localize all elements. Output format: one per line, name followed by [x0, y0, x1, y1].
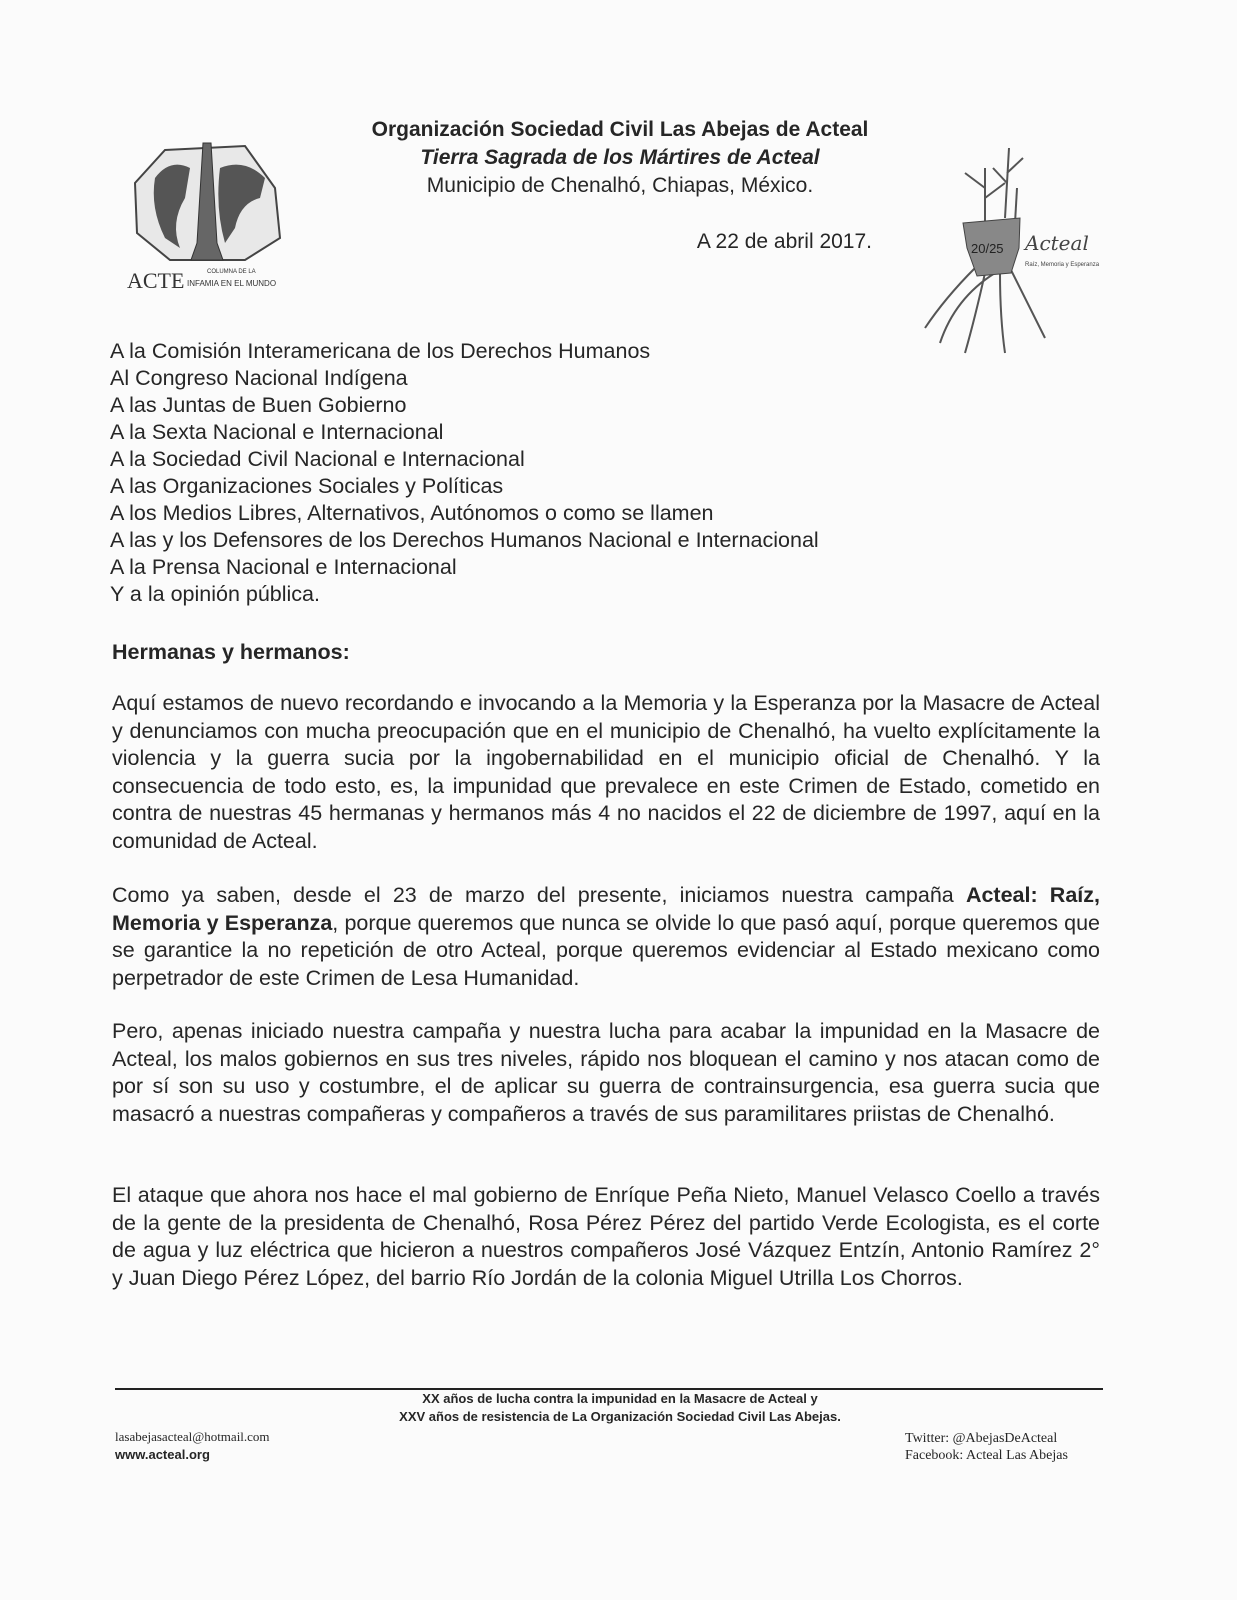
- paragraph-2-text-end: , porque queremos que nunca se olvide lo que pasó aquí, porque queremos que se garantice la no repetición de otro Acteal, porque queremos evidenciar al Estado mexicano como perpetrador de este Crimen de Lesa Humanidad.: [112, 910, 1101, 990]
- acteal-column-logo: [125, 128, 295, 293]
- footer-facebook[interactable]: Facebook: Acteal Las Abejas: [905, 1448, 1068, 1463]
- footer-contact: [115, 1428, 270, 1464]
- addressee: A la Sexta Nacional e Internacional: [110, 420, 444, 444]
- addressee: A los Medios Libres, Alternativos, Autónomos o como se llamen: [110, 501, 714, 525]
- addressee: A la Comisión Interamericana de los Derechos Humanos: [110, 339, 651, 363]
- organization-place: Municipio de Chenalhó, Chiapas, México.: [426, 174, 814, 197]
- footer-motto-line-1: XX años de lucha contra la impunidad en la Masacre de Acteal y: [422, 1391, 818, 1406]
- footer-website[interactable]: www.acteal.org: [115, 1447, 210, 1462]
- svg-text:20/25: 20/25: [971, 241, 1004, 256]
- paragraph-4: El ataque que ahora nos hace el mal gobierno de Enríque Peña Nieto, Manuel Velasco Coello a través de la gente de la presidenta de Chenalhó, Rosa Pérez Pérez del partido Verde Ecologista, es el corte de agua y luz eléctrica que hicieron a nuestros compañeros José Vázquez Entzín, Antonio Ramírez 2° y Juan Diego Pérez López, del barrio Río Jordán de la colonia Miguel Utrilla Los Chorros.: [112, 1183, 1100, 1290]
- paragraph-1: Aquí estamos de nuevo recordando e invocando a la Memoria y la Esperanza por la Masacre de Acteal y denunciamos con mucha preocupación que en el municipio de Chenalhó, ha vuelto explícitamente la violencia y la guerra sucia por la ingobernabilidad en el municipio oficial de Chenalhó. Y la consecuencia de todo esto, es, la impunidad que prevalece en este Crimen de Estado, cometido en contra de nuestras 45 hermanas y hermanos más 4 no nacidos el 22 de diciembre de 1997, aquí en la comunidad de Acteal.: [112, 691, 1100, 853]
- addressee: A las y los Defensores de los Derechos Humanos Nacional e Internacional: [110, 528, 819, 552]
- letter-date: A 22 de abril 2017.: [696, 230, 872, 253]
- letterhead: [300, 116, 940, 200]
- addressee-list: [110, 338, 819, 608]
- svg-text:COLUMNA DE LA: COLUMNA DE LA: [207, 269, 256, 275]
- campaign-name: Acteal: Raíz, Memoria y Esperanza: [112, 883, 1100, 935]
- paragraph-2: [112, 882, 1100, 992]
- addressee: Al Congreso Nacional Indígena: [110, 366, 408, 390]
- addressee: A la Sociedad Civil Nacional e Internacional: [110, 447, 525, 471]
- paragraph-2-text: Como ya saben, desde el 23 de marzo del presente, iniciamos nuestra campaña: [112, 883, 966, 907]
- greeting: Hermanas y hermanos:: [112, 640, 350, 664]
- paragraph-3: Pero, apenas iniciado nuestra campaña y nuestra lucha para acabar la impunidad en la Masacre de Acteal, los malos gobiernos en sus tres niveles, rápido nos bloquean el camino y nos atacan como de por sí son su uso y costumbre, el de aplicar su guerra de contrainsurgencia, esa guerra sucia que masacró a nuestras compañeras y compañeros a través de sus paramilitares priistas de Chenalhó.: [112, 1019, 1100, 1126]
- addressee: A la Prensa Nacional e Internacional: [110, 555, 457, 579]
- addressee: Y a la opinión pública.: [110, 582, 320, 606]
- svg-text:INFAMIA EN EL MUNDO: INFAMIA EN EL MUNDO: [187, 279, 277, 288]
- addressee: A las Juntas de Buen Gobierno: [110, 393, 407, 417]
- footer-twitter[interactable]: Twitter: @AbejasDeActeal: [905, 1431, 1058, 1446]
- footer-motto-line-2: XXV años de resistencia de La Organización Sociedad Civil Las Abejas.: [399, 1409, 841, 1424]
- svg-text:Raíz, Memoria y Esperanza: Raíz, Memoria y Esperanza: [1025, 262, 1100, 268]
- addressee: A las Organizaciones Sociales y Políticas: [110, 474, 504, 498]
- svg-text:ACTE: ACTE: [127, 268, 185, 293]
- footer-social: [905, 1430, 1068, 1464]
- svg-text:Acteal: Acteal: [1025, 231, 1089, 255]
- organization-subtitle: Tierra Sagrada de los Mártires de Acteal: [420, 146, 820, 169]
- footer-motto: [340, 1390, 900, 1426]
- footer-email[interactable]: lasabejasacteal@hotmail.com: [115, 1429, 270, 1444]
- organization-name: Organización Sociedad Civil Las Abejas de Acteal: [371, 118, 869, 141]
